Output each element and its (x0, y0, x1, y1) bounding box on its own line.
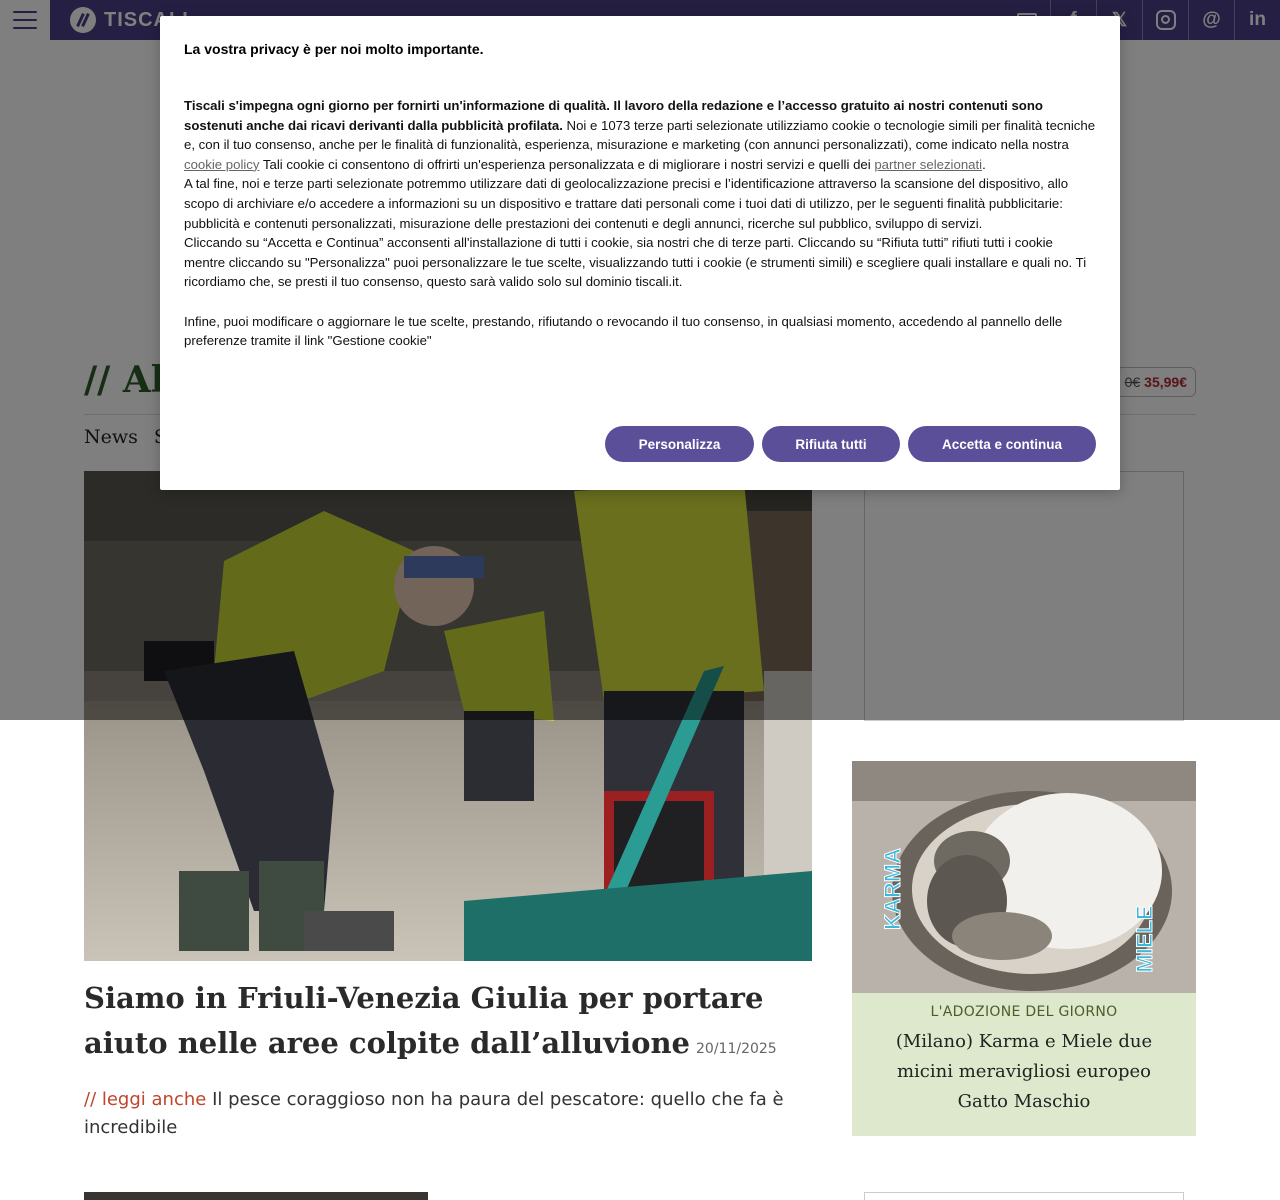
consent-buttons (605, 426, 1096, 462)
consent-p1-text-c: . (982, 156, 986, 172)
read-also[interactable] (84, 1086, 812, 1142)
next-article-thumbnail[interactable] (84, 1192, 428, 1200)
cat-label-miele: MIELE (1132, 905, 1157, 973)
personalizza-button[interactable]: Personalizza (605, 426, 754, 462)
consent-paragraph-2: A tal fine, noi e terze parti selezionate potremmo utilizzare dati di geolocalizzazione precisi e l’identificazione attraverso la scansione del dispositivo, allo scopo di archiviare e/o accedere a informazioni su un dispositivo e trattare dati personali come i tuoi dati di utilizzo, per le seguenti finalità pubblicitarie: pubblicità e contenuti personalizzati, misurazione delle prestazioni dei contenuti e degli annunci, ricerche sul pubblico, sviluppo di servizi. (184, 176, 1069, 231)
article-headline[interactable] (84, 976, 812, 1072)
cookie-policy-link[interactable]: cookie policy (184, 156, 260, 172)
sidebar-ad-slot-2 (864, 1192, 1184, 1200)
consent-paragraph-4: Infine, puoi modificare o aggiornare le tue scelte, prestando, rifiutando o revocando il tuo consenso, in qualsiasi momento, accedendo al pannello delle preferenze tramite il link "Gestione cookie" (184, 313, 1063, 349)
read-also-label: // leggi anche (84, 1089, 207, 1110)
article-headline-text[interactable]: Siamo in Friuli-Venezia Giulia per portare aiuto nelle aree colpite dall’alluvione (84, 981, 764, 1060)
adoption-card[interactable] (852, 761, 1196, 1136)
consent-p1-text-b: Tali cookie ci consentono di offrirti un'esperienza personalizzata e di migliorare i nostri servizi e quelli dei (259, 156, 875, 172)
accetta-e-continua-button[interactable]: Accetta e continua (908, 426, 1096, 462)
cat-label-karma: KARMA (880, 848, 905, 930)
article-date: 20/11/2025 (696, 1041, 777, 1057)
adoption-title[interactable]: (Milano) Karma e Miele due micini meravigliosi europeo Gatto Maschio (895, 1031, 1153, 1112)
consent-heading: La vostra privacy è per noi molto importante. (184, 41, 484, 57)
cat-photo[interactable] (852, 761, 1196, 993)
cats-photo-image (852, 761, 1196, 993)
partner-link[interactable]: partner selezionati (874, 156, 983, 172)
consent-paragraph-3: Cliccando su “Accetta e Continua” acconsenti all'installazione di tutti i cookie, sia nostri che di terze parti. Cliccando su “Rifiuta tutti” rifiuti tutti i cookie mentre cliccando su "Personalizza" puoi personalizzare le tue scelte, visualizzando tutti i cookie (e strumenti simili) e scegliere quali installare e quali no. Ti ricordiamo che, se presti il tuo consenso, questo sarà valido solo sul dominio tiscali.it. (184, 235, 1087, 290)
consent-paragraph-1 (184, 96, 1096, 174)
consent-intro-bold: Tiscali s'impegna ogni giorno per fornirti un'informazione di qualità. Il lavoro della redazione e l’accesso gratuito ai nostri contenuti sono sostenuti anche dai ricavi derivanti dalla pubblicità profilata. (184, 98, 1043, 133)
rifiuta-tutti-button[interactable]: Rifiuta tutti (762, 426, 900, 462)
consent-body (184, 96, 1096, 351)
adoption-label: L'ADOZIONE DEL GIORNO (930, 1004, 1118, 1020)
cookie-consent-dialog (160, 16, 1120, 490)
consent-p1-text-a: Noi e 1073 terze parti selezionate utilizziamo cookie o tecnologie simili per finalità tecniche e, con il tuo consenso, anche per le finalità di funzionalità, esperienza, misurazione e marketing (con annunci personalizzati), come indicato nella nostra (184, 117, 1096, 153)
read-also-link[interactable]: Il pesce coraggioso non ha paura del pescatore: quello che fa è incredibile (84, 1089, 784, 1138)
